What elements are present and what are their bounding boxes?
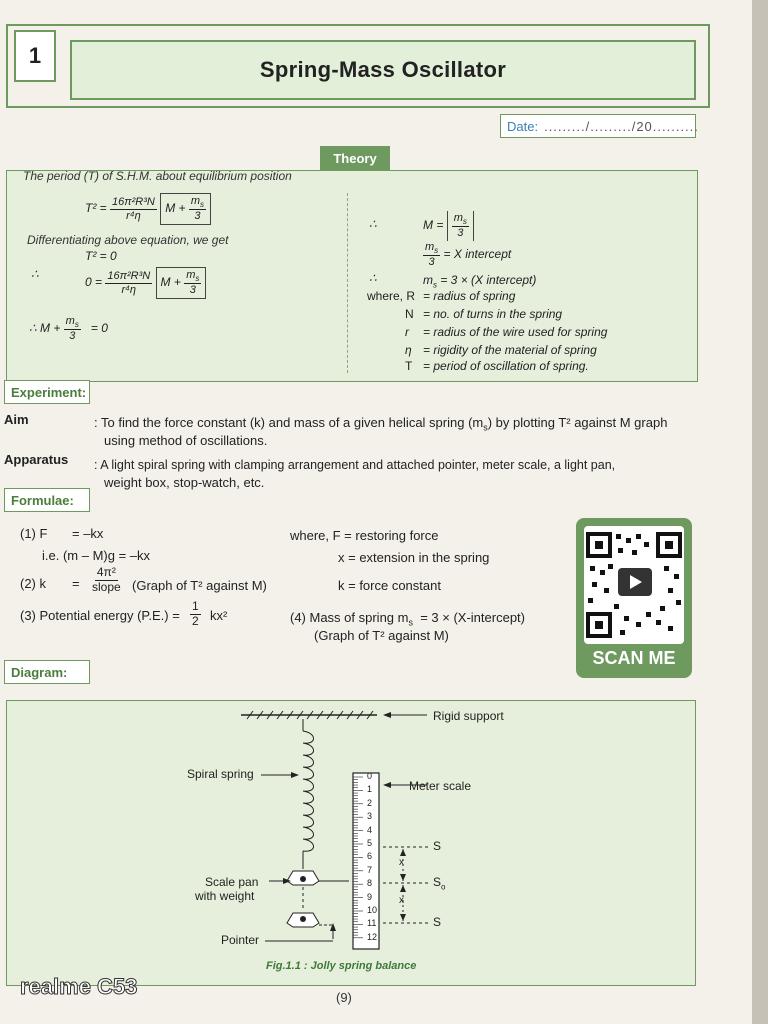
f3-den: 2 (192, 613, 199, 628)
ms-fraction-3 (64, 315, 81, 343)
camera-watermark: realme C53 (20, 974, 138, 999)
diagram-label: Diagram: (4, 660, 90, 684)
scale-tick-label: 7 (367, 864, 373, 875)
coeff-fraction-2 (105, 270, 152, 296)
ms-symbol-2: m (186, 269, 196, 281)
ms-sub-5: s (434, 246, 439, 256)
qr-pattern-icon (584, 526, 684, 644)
scale-tick-label: 12 (367, 931, 378, 942)
aim-text-2: ) by plotting T² against M graph (487, 415, 668, 430)
ms-symbol-3: m (65, 315, 75, 327)
ms-symbol: m (190, 195, 201, 207)
date-field (500, 114, 699, 138)
formula-1-ie: i.e. (m – M)g = –kx (42, 548, 150, 563)
ms-sub-4: s (462, 217, 467, 227)
scale-tick-label: 8 (367, 878, 373, 889)
meter-scale-label: Meter scale (409, 779, 472, 793)
sym-N: N (405, 307, 414, 321)
scale-tick-label: 1 (367, 784, 373, 795)
sym-r: r (405, 325, 409, 339)
spiral-spring-label: Spiral spring (187, 767, 254, 781)
right-M: M = (423, 218, 444, 233)
def-r: = radius of the wire used for spring (423, 325, 608, 339)
def-N: = no. of turns in the spring (423, 307, 563, 321)
page-title: Spring-Mass Oscillator (70, 40, 696, 100)
ms-sub-2: s (195, 274, 200, 284)
with-weight-label: with weight (195, 889, 255, 903)
x-label-1: x (399, 857, 404, 868)
apparatus-label: Apparatus (4, 452, 69, 467)
where-R: where, R (367, 289, 416, 303)
three-5: 3 (428, 256, 435, 269)
scale-tick-label: 6 (367, 851, 373, 862)
qr-code[interactable] (584, 526, 684, 644)
ms-fraction-5 (423, 241, 440, 269)
jolly-balance-illustration (7, 701, 695, 985)
aim-line-2: using method of oscillations. (104, 433, 268, 448)
three-2: 3 (189, 284, 196, 297)
ms-symbol-4: m (453, 212, 463, 224)
three: 3 (194, 210, 201, 223)
formulae-label: Formulae: (4, 488, 90, 512)
x-intercept-text: = X intercept (443, 247, 512, 262)
equation-x-intercept (423, 241, 511, 269)
formula-3-frac (190, 600, 201, 629)
theory-intro: The period (T) of S.H.M. about equilibrium position (23, 169, 292, 183)
therefore-2: ∴ (29, 321, 37, 336)
formula-3-tail: kx² (210, 608, 228, 623)
def-R: = radius of spring (423, 289, 516, 303)
aim-sub: s (483, 422, 488, 433)
f4-tail: = 3 × (X-intercept) (420, 610, 525, 625)
sym-eta: η (405, 343, 412, 357)
scale-tick-label: 10 (367, 905, 378, 915)
scale-tick-label: 0 (367, 771, 373, 781)
where-x: x = extension in the spring (338, 550, 490, 565)
ms-fraction (189, 195, 206, 223)
f4-sub: s (408, 617, 413, 628)
diagram-panel (6, 700, 696, 986)
ms-fraction-4 (452, 212, 469, 240)
ms-symbol-5: m (425, 241, 435, 253)
coeff-num-2: 16π²R³N (107, 269, 151, 282)
s-mid-sub: o (441, 882, 446, 892)
coeff-fraction (110, 196, 157, 222)
ms-eq-symbol: m (423, 273, 433, 287)
equation-t2-zero: T² = 0 (85, 249, 117, 263)
where-k: k = force constant (338, 578, 441, 593)
equation-M (423, 211, 474, 241)
therefore-4: ∴ (369, 271, 377, 285)
date-value: ........./........./20.......... (544, 118, 699, 134)
scale-tick-label: 4 (367, 824, 373, 835)
bracket-left: M + (165, 201, 186, 216)
scale-tick-label: 3 (367, 811, 373, 822)
scale-tick-label: 9 (367, 891, 373, 902)
f2-den: slope (92, 579, 121, 594)
aim-label: Aim (4, 412, 29, 427)
eq1-lhs: T² = (85, 201, 107, 216)
f2-num: 4π² (96, 565, 116, 579)
aim-text-1: : To find the force constant (k) and mass of a given helical spring (m (94, 415, 484, 430)
coeff-den-2: r⁴η (121, 283, 137, 296)
experiment-label: Experiment: (4, 380, 90, 404)
rigid-support-label: Rigid support (433, 709, 504, 723)
figure-caption: Fig.1.1 : Jolly spring balance (266, 960, 417, 972)
apparatus-text: : A light spiral spring with clamping arrangement and attached pointer, meter scale, a light pan, (94, 458, 616, 472)
formula-4 (290, 610, 525, 628)
x-label-2: x (399, 895, 404, 906)
formula-3: (3) Potential energy (P.E.) = (20, 608, 180, 623)
s-mid-text: S (433, 875, 442, 889)
therefore-1: ∴ (31, 267, 39, 281)
ms-eq-rhs: = 3 × (X intercept) (440, 273, 537, 287)
sym-T: T (405, 359, 413, 373)
formula-4-line2: (Graph of T² against M) (314, 628, 449, 643)
ms-eq-sub: s (433, 280, 437, 290)
f4-text: (4) Mass of spring m (290, 610, 409, 625)
formula-2: (2) k (20, 576, 46, 591)
ms-sub: s (200, 200, 205, 210)
formula-1-eq: = –kx (72, 526, 104, 541)
scale-pan-label: Scale pan (205, 875, 259, 889)
where-F: where, F = restoring force (290, 528, 439, 543)
apparatus-line-2: weight box, stop-watch, etc. (104, 475, 265, 490)
s-top-label: S (433, 839, 442, 853)
pointer-label: Pointer (221, 933, 260, 947)
equation-ms (423, 273, 536, 289)
eq4-lhs: M + (39, 321, 61, 336)
coeff-num: 16π²R³N (112, 195, 155, 208)
ms-fraction-2 (184, 269, 201, 297)
eq4-rhs: = 0 (90, 321, 108, 336)
formula-2-note: (Graph of T² against M) (132, 578, 267, 593)
page-edge (752, 0, 768, 1024)
eq3-lhs: 0 = (85, 275, 103, 290)
date-label: Date: (507, 118, 539, 134)
bracket-left-2: M + (160, 275, 181, 290)
formula-1: (1) F (20, 526, 48, 541)
theory-box (6, 170, 698, 382)
three-3: 3 (69, 330, 76, 343)
scale-tick-label: 2 (367, 797, 373, 808)
three-4: 3 (457, 227, 464, 240)
f3-num: 1 (192, 599, 199, 613)
equation-zero (85, 267, 206, 299)
formula-2-eq: = (72, 576, 80, 591)
def-T: = period of oscillation of spring. (423, 359, 589, 373)
theory-divider (347, 193, 348, 373)
ms-sub-3: s (74, 320, 79, 330)
formula-2-frac (90, 566, 123, 595)
therefore-3: ∴ (369, 217, 377, 231)
page-number: (9) (336, 990, 352, 1005)
scan-me-label: SCAN ME (592, 648, 676, 668)
equation-period (85, 193, 211, 225)
coeff-den: r⁴η (126, 209, 141, 222)
def-eta: = rigidity of the material of spring (423, 343, 597, 357)
s-mid-label (433, 875, 445, 891)
equation-m-plus (29, 315, 108, 343)
experiment-number: 1 (14, 30, 56, 82)
s-bot-label: S (433, 915, 442, 929)
scale-tick-label: 11 (367, 918, 377, 929)
scale-tick-label: 5 (367, 838, 373, 848)
theory-tag: Theory (320, 146, 390, 170)
differentiating-text: Differentiating above equation, we get (27, 233, 229, 247)
